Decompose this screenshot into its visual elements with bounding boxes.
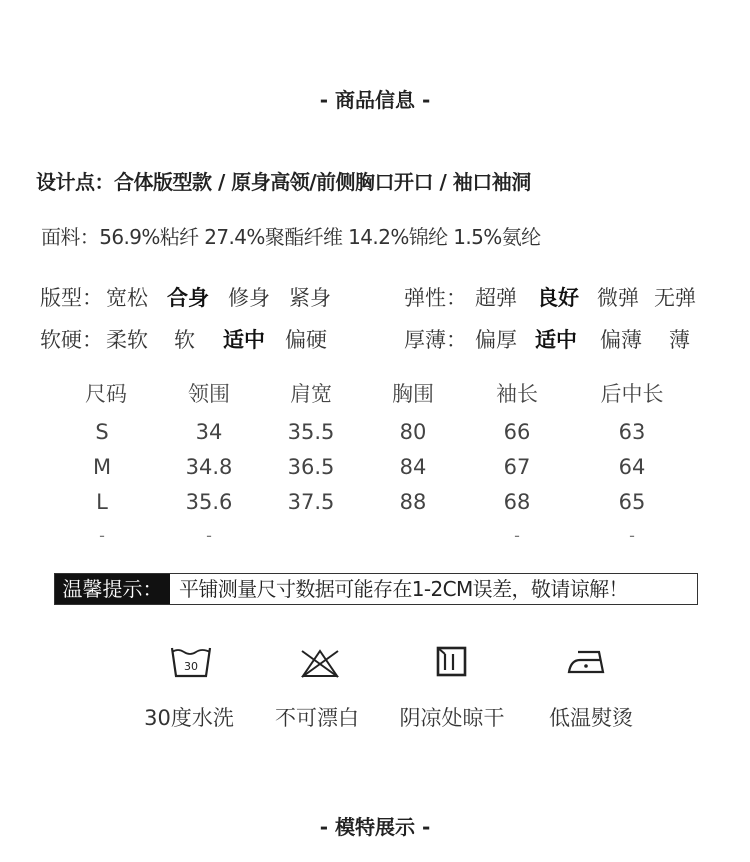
fit-option-regular: 合身 <box>167 286 209 310</box>
softness-label: 软硬： <box>40 328 103 352</box>
fit-option-loose: 宽松 <box>106 286 148 310</box>
elasticity-option-super: 超弹 <box>475 286 517 310</box>
table-cell: S <box>95 420 109 444</box>
table-cell: - <box>629 526 635 545</box>
column-header: 领围 <box>188 382 230 406</box>
table-cell: 64 <box>618 455 646 479</box>
table-cell: 37.5 <box>287 490 335 514</box>
fabric-composition: 面料：56.9%粘纤 27.4%聚酯纤维 14.2%锦纶 1.5%氨纶 <box>41 225 541 249</box>
table-cell: 35.6 <box>185 490 233 514</box>
table-cell: - <box>99 526 105 545</box>
table-cell: 67 <box>503 455 531 479</box>
table-cell: 36.5 <box>287 455 335 479</box>
table-row <box>0 490 750 520</box>
softness-row <box>40 324 370 352</box>
thickness-label: 厚薄： <box>404 328 467 352</box>
table-row <box>0 420 750 450</box>
table-cell: - <box>514 526 520 545</box>
table-cell: 63 <box>618 420 646 444</box>
elasticity-option-none: 无弹 <box>654 286 696 310</box>
table-cell: 34 <box>195 420 223 444</box>
size-table-header <box>0 378 750 408</box>
no-bleach-icon <box>299 647 341 679</box>
care-label-no-bleach: 不可漂白 <box>275 706 359 730</box>
column-header: 肩宽 <box>290 382 332 406</box>
notice-label: 温馨提示： <box>55 574 170 604</box>
table-cell: 65 <box>618 490 646 514</box>
table-cell: 66 <box>503 420 531 444</box>
fit-row <box>40 282 370 310</box>
table-cell: M <box>92 455 112 479</box>
thickness-option-thin: 偏薄 <box>600 328 642 352</box>
softness-option-medium: 适中 <box>223 328 265 352</box>
column-header: 胸围 <box>392 382 434 406</box>
table-cell: 35.5 <box>287 420 335 444</box>
size-table <box>0 378 750 548</box>
table-row <box>0 526 750 548</box>
elasticity-row <box>404 282 714 310</box>
thickness-row <box>404 324 714 352</box>
care-label-wash: 30度水洗 <box>144 706 234 730</box>
product-info-title: - 商品信息 - <box>319 88 431 112</box>
model-display-title: - 模特展示 - <box>319 815 431 839</box>
fit-option-tight: 紧身 <box>289 286 331 310</box>
thickness-option-very-thin: 薄 <box>669 328 690 352</box>
column-header: 袖长 <box>496 382 538 406</box>
low-iron-icon <box>566 648 608 676</box>
softness-option-very-soft: 柔软 <box>106 328 148 352</box>
table-cell: 80 <box>399 420 427 444</box>
fit-option-slim: 修身 <box>228 286 270 310</box>
elasticity-option-slight: 微弹 <box>597 286 639 310</box>
table-cell: L <box>96 490 108 514</box>
softness-option-stiff: 偏硬 <box>285 328 327 352</box>
elasticity-option-good: 良好 <box>537 286 579 310</box>
notice-box <box>54 573 698 605</box>
care-label-iron: 低温熨烫 <box>549 706 633 730</box>
table-cell: 84 <box>399 455 427 479</box>
wash-temperature: 30 <box>184 660 198 673</box>
care-label-dry-shade: 阴凉处晾干 <box>399 706 505 730</box>
thickness-option-thick: 偏厚 <box>475 328 517 352</box>
dry-in-shade-icon <box>436 646 468 678</box>
notice-text: 平铺测量尺寸数据可能存在1-2CM误差，敬请谅解！ <box>179 577 628 601</box>
table-cell: 68 <box>503 490 531 514</box>
design-points: 设计点：合体版型款 / 原身高领/前侧胸口开口 / 袖口袖洞 <box>36 170 531 194</box>
elasticity-label: 弹性： <box>404 286 467 310</box>
column-header: 后中长 <box>600 382 664 406</box>
wash-30-icon <box>170 645 212 679</box>
thickness-option-medium: 适中 <box>535 328 577 352</box>
column-header: 尺码 <box>85 382 127 406</box>
table-row <box>0 455 750 485</box>
fit-label: 版型： <box>40 286 103 310</box>
table-cell: - <box>206 526 212 545</box>
table-cell: 88 <box>399 490 427 514</box>
softness-option-soft: 软 <box>174 328 195 352</box>
table-cell: 34.8 <box>185 455 233 479</box>
